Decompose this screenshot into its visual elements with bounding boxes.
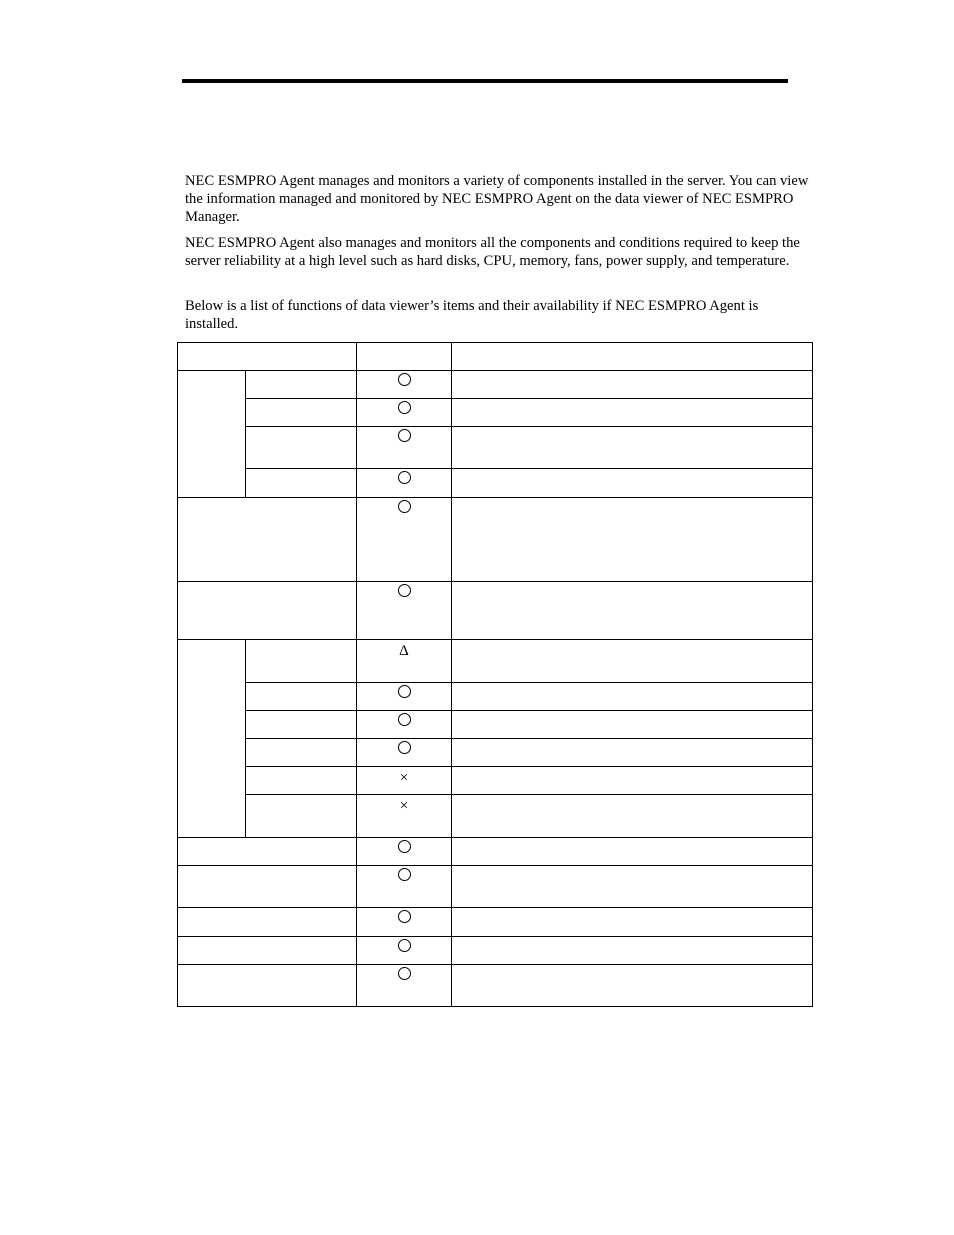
available-circle-icon [398,910,411,923]
partial-delta-icon: Δ [399,643,409,659]
availability-cell [357,498,452,582]
availability-cell [357,866,452,908]
header-item-cell [178,343,357,371]
function-cell [452,937,813,965]
availability-cell [357,937,452,965]
item-cell [178,498,357,582]
availability-cell [357,908,452,937]
function-cell [452,399,813,427]
available-circle-icon [398,741,411,754]
subitem-cell [246,711,357,739]
function-cell [452,767,813,795]
table-row [178,371,813,399]
table-row [178,683,813,711]
item-cell [178,582,357,640]
availability-cell [357,795,452,838]
function-cell [452,469,813,498]
paragraph-list-intro: Below is a list of functions of data viewer’s items and their availability if NEC ESMPRO Agent is installed. [185,298,759,332]
availability-cell [357,767,452,795]
availability-cell [357,371,452,399]
table-row [178,399,813,427]
subitem-cell [246,767,357,795]
available-circle-icon [398,429,411,442]
table-row [178,908,813,937]
table-row [178,937,813,965]
subitem-cell [246,795,357,838]
item-cell [178,866,357,908]
function-cell [452,498,813,582]
table-row [178,838,813,866]
function-cell [452,908,813,937]
availability-cell [357,582,452,640]
data-viewer-functions-table [177,342,813,1007]
available-circle-icon [398,840,411,853]
availability-cell [357,399,452,427]
function-cell [452,795,813,838]
group-indent-cell [178,371,246,498]
availability-cell [357,965,452,1007]
table-row [178,582,813,640]
table-row [178,469,813,498]
paragraph-monitoring: NEC ESMPRO Agent also manages and monitors all the components and conditions required to keep the server reliability at a high level such as hard disks, CPU, memory, fans, power supply, and temperature. [185,235,800,269]
function-cell [452,711,813,739]
available-circle-icon [398,584,411,597]
group-indent-cell [178,640,246,838]
function-cell [452,640,813,683]
item-cell [246,640,357,683]
availability-cell [357,711,452,739]
table-row [178,427,813,469]
available-circle-icon [398,868,411,881]
header-function-cell [452,343,813,371]
available-circle-icon [398,401,411,414]
available-circle-icon [398,500,411,513]
table-row [178,739,813,767]
header-rule [182,79,788,83]
function-cell [452,427,813,469]
item-cell [178,937,357,965]
table-row [178,767,813,795]
subitem-cell [246,427,357,469]
available-circle-icon [398,967,411,980]
availability-cell [357,469,452,498]
availability-cell [357,640,452,683]
paragraph-intro: NEC ESMPRO Agent manages and monitors a variety of components installed in the server. You can view the information managed and monitored by NEC ESMPRO Agent on the data viewer of NEC ESMPRO Manager. [185,173,809,225]
header-availability-cell [357,343,452,371]
table-row [178,711,813,739]
unavailable-cross-icon: × [399,798,409,814]
available-circle-icon [398,373,411,386]
function-cell [452,838,813,866]
function-cell [452,683,813,711]
availability-cell [357,427,452,469]
function-cell [452,965,813,1007]
item-cell [178,838,357,866]
item-cell [178,965,357,1007]
table-row [178,866,813,908]
table-row [178,965,813,1007]
function-cell [452,866,813,908]
function-cell [452,371,813,399]
available-circle-icon [398,713,411,726]
function-cell [452,582,813,640]
available-circle-icon [398,939,411,952]
function-cell [452,739,813,767]
table-row [178,498,813,582]
table-row [178,343,813,371]
item-cell [178,908,357,937]
subitem-cell [246,469,357,498]
table-row [178,640,813,683]
availability-cell [357,838,452,866]
subitem-cell [246,683,357,711]
availability-cell [357,683,452,711]
subitem-cell [246,399,357,427]
table-row [178,795,813,838]
available-circle-icon [398,471,411,484]
unavailable-cross-icon: × [399,770,409,786]
subitem-cell [246,739,357,767]
item-cell [246,371,357,399]
available-circle-icon [398,685,411,698]
availability-cell [357,739,452,767]
